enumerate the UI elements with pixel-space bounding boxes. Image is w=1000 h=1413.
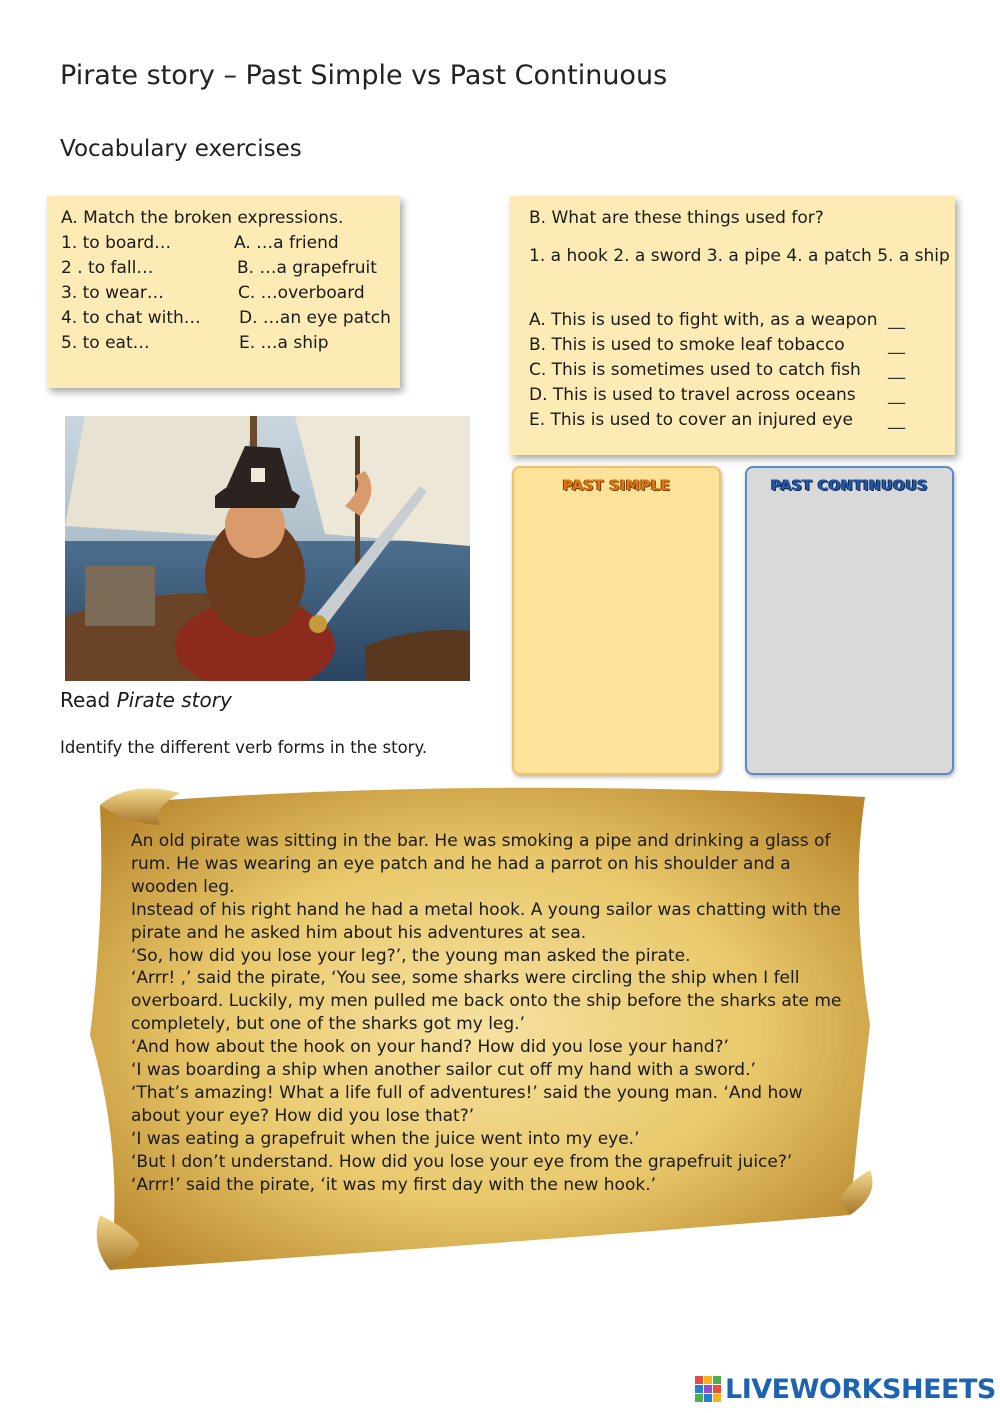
exercise-a-left-item: 1. to board…	[61, 233, 172, 253]
exercise-a-left-item: 2 . to fall…	[61, 258, 154, 278]
exercise-a-box	[47, 196, 400, 388]
story-paragraph: ‘So, how did you lose your leg?’, the young man asked the pirate.	[131, 945, 691, 966]
exercise-a-right-item: D. …an eye patch	[239, 308, 391, 328]
answer-blank[interactable]: __	[888, 385, 905, 405]
pirate-image	[65, 416, 470, 681]
page-title: Pirate story – Past Simple vs Past Continuous	[60, 60, 668, 91]
story-paragraph: ‘I was boarding a ship when another sailor cut off my hand with a sword.’	[131, 1060, 756, 1081]
exercise-b-items: 1. a hook 2. a sword 3. a pipe 4. a patch 5. a ship	[529, 246, 950, 266]
read-story-title: Pirate story	[116, 688, 232, 712]
story-paragraph: Instead of his right hand he had a metal hook. A young sailor was chatting with the pirate and he asked him about his adventures at sea.	[131, 899, 842, 943]
read-prefix: Read	[60, 688, 117, 712]
exercise-b-option: A. This is used to fight with, as a weapon	[529, 310, 878, 330]
answer-blank[interactable]: __	[888, 360, 905, 380]
past-simple-drop-area[interactable]	[512, 466, 721, 775]
exercise-a-left-item: 5. to eat…	[61, 333, 150, 353]
logo-text: LIVEWORKSHEETS	[725, 1374, 996, 1405]
section-subtitle: Vocabulary exercises	[60, 136, 302, 162]
story-paragraph: ‘And how about the hook on your hand? How did you lose your hand?’	[131, 1037, 729, 1058]
past-continuous-title: PAST CONTINUOUS	[771, 478, 928, 494]
answer-blank[interactable]: __	[888, 310, 905, 330]
exercise-a-left-item: 4. to chat with…	[61, 308, 201, 328]
past-simple-title: PAST SIMPLE	[562, 478, 671, 494]
story-paragraph: ‘Arrr!’ said the pirate, ‘it was my first day with the new hook.’	[131, 1174, 657, 1195]
exercise-b-option: B. This is used to smoke leaf tobacco	[529, 335, 845, 355]
identify-instruction: Identify the different verb forms in the story.	[60, 738, 428, 757]
exercise-a-left-item: 3. to wear…	[61, 283, 164, 303]
story-paragraph: ‘I was eating a grapefruit when the juice went into my eye.’	[131, 1128, 640, 1149]
logo-mark-icon	[695, 1376, 723, 1406]
liveworksheets-logo	[695, 1374, 995, 1408]
story-paragraph: ‘Arrr! ,’ said the pirate, ‘You see, some sharks were circling the ship when I fell overboard. Luckily, my men pulled me back onto the ship before the sharks ate me completely, but one of the sharks got my leg.’	[131, 968, 842, 1035]
exercise-a-right-item: E. …a ship	[239, 333, 329, 353]
exercise-b-box	[510, 196, 955, 455]
story-paragraph: An old pirate was sitting in the bar. He was smoking a pipe and drinking a glass of rum. He was wearing an eye patch and he had a parrot on his shoulder and a wooden leg.	[131, 831, 831, 897]
exercise-b-heading: B. What are these things used for?	[529, 208, 824, 228]
exercise-b-option: D. This is used to travel across oceans	[529, 385, 856, 405]
answer-blank[interactable]: __	[888, 410, 905, 430]
exercise-b-option: C. This is sometimes used to catch fish	[529, 360, 861, 380]
exercise-a-right-item: A. …a friend	[234, 233, 339, 253]
read-instruction	[60, 688, 232, 712]
story-text	[131, 830, 851, 1197]
exercise-a-right-item: C. …overboard	[238, 283, 365, 303]
exercise-a-heading: A. Match the broken expressions.	[61, 208, 344, 228]
story-paragraph: ‘But I don’t understand. How did you lose your eye from the grapefruit juice?’	[131, 1151, 793, 1172]
past-continuous-drop-area[interactable]	[745, 466, 954, 775]
story-paragraph: ‘That’s amazing! What a life full of adventures!’ said the young man. ‘And how about your eye? How did you lose that?’	[131, 1082, 803, 1126]
exercise-a-right-item: B. …a grapefruit	[237, 258, 377, 278]
answer-blank[interactable]: __	[888, 335, 905, 355]
exercise-b-option: E. This is used to cover an injured eye	[529, 410, 853, 430]
